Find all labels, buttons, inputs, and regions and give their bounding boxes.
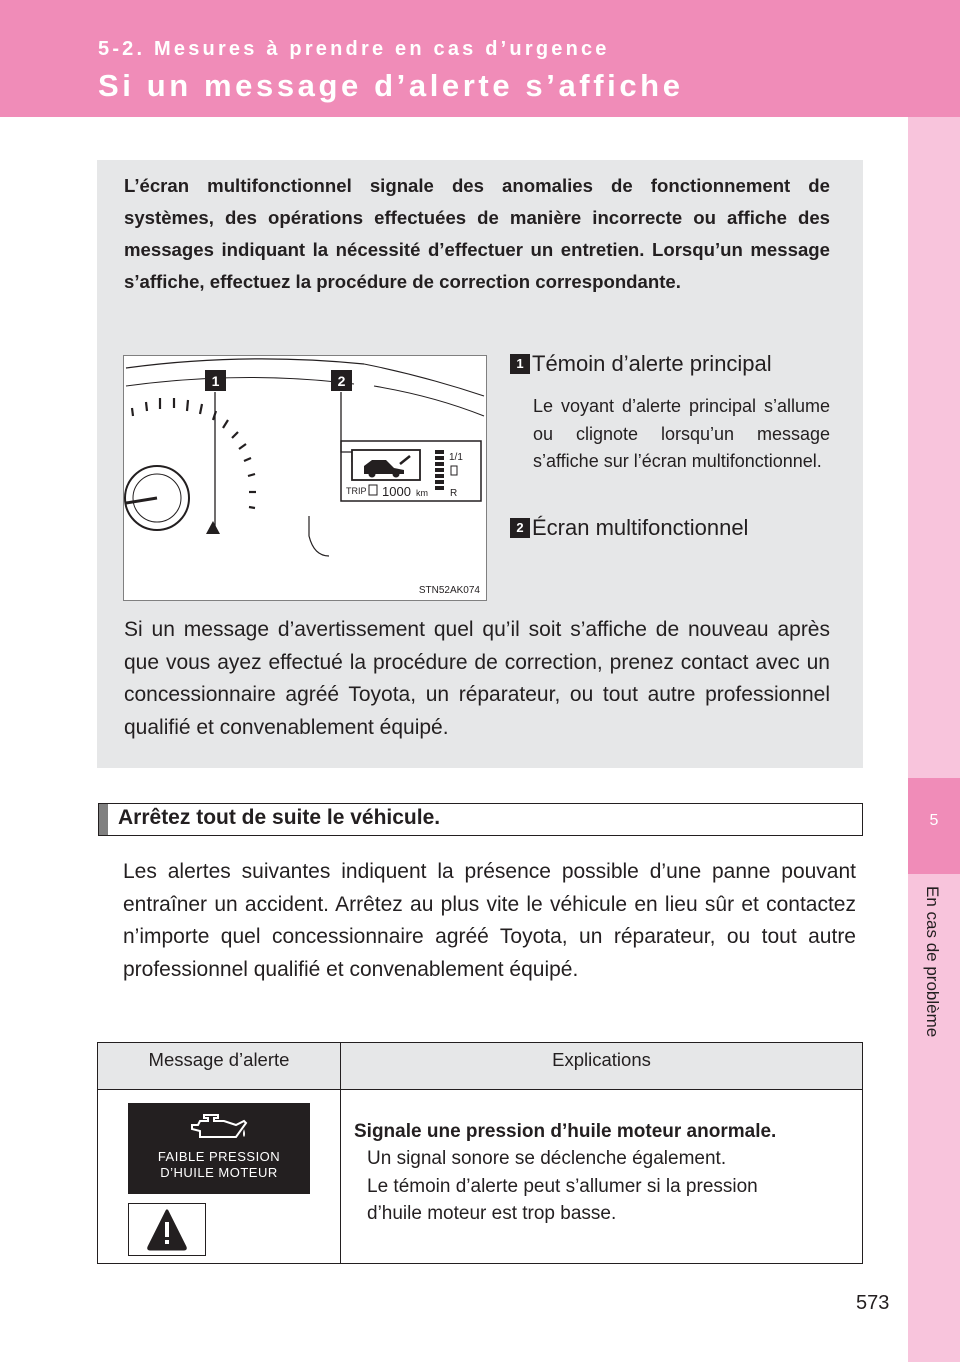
message-cell bbox=[98, 1090, 341, 1264]
instrument-cluster-figure bbox=[123, 355, 487, 601]
gauge-bottom-label: R bbox=[450, 488, 458, 499]
section-body: Les alertes suivantes indiquent la présence possible d’une panne pouvant entraîner un accident. Arrêtez au plus vite le véhicule en lieu sûr et contactez n’importe quel concessionnaire agréé Toyota, un réparateur, ou tout autre professionnel qualifié et convenablement équipé. bbox=[123, 860, 856, 981]
intro-text: L’écran multifonctionnel signale des anomalies de fonctionnement de systèmes, des opérations effectuées de manière incorrecte ou affiche des messages indiquant la nécessité d’effectuer un entretien. Lorsqu’un message s’affiche, effectuez la procédure de correction correspondante. bbox=[124, 175, 830, 292]
table-header-message: Message d’alerte bbox=[98, 1043, 341, 1090]
odometer-value: 1000 bbox=[382, 484, 411, 499]
lcd-message-display bbox=[128, 1103, 310, 1194]
explanation-title: Signale une pression d’huile moteur anormale. bbox=[354, 1121, 777, 1142]
oil-can-icon bbox=[128, 1103, 310, 1147]
figure-code: STN52AK074 bbox=[418, 585, 480, 596]
table-header-row bbox=[98, 1043, 863, 1090]
page-header bbox=[0, 0, 960, 117]
trip-label: TRIP bbox=[346, 486, 367, 496]
explanation-line-2: Le témoin d’alerte peut s’allumer si la pression bbox=[367, 1176, 758, 1197]
explanation-line-1: Un signal sonore se déclenche également. bbox=[367, 1148, 727, 1169]
legend-number-1: 1 bbox=[510, 354, 530, 374]
legend-title-2: Écran multifonctionnel bbox=[532, 515, 749, 541]
callout-1-label: 1 bbox=[211, 373, 220, 389]
alert-table bbox=[97, 1042, 863, 1264]
heading-marker bbox=[99, 804, 108, 835]
legend-item-2 bbox=[510, 514, 748, 541]
page-number: 573 bbox=[856, 1292, 890, 1314]
legend-number-2: 2 bbox=[510, 518, 530, 538]
legend-item-1 bbox=[510, 350, 772, 377]
table-row bbox=[98, 1090, 863, 1264]
chapter-number: 5 bbox=[929, 812, 939, 829]
master-warning-icon-box bbox=[128, 1203, 206, 1256]
lcd-line-2: D’HUILE MOTEUR bbox=[160, 1165, 278, 1180]
legend-title-1: Témoin d’alerte principal bbox=[532, 351, 772, 377]
page-title: Si un message d’alerte s’affiche bbox=[98, 68, 684, 103]
notice-text: Si un message d’avertissement quel qu’il soit s’affiche de nouveau après que vous ayez effectué la procédure de correction, prenez contact avec un concessionnaire agréé Toyota, un réparateur, ou tout autre professionnel qualifié et convenablement équipé. bbox=[124, 618, 830, 739]
section-label: 5-2. Mesures à prendre en cas d’urgence bbox=[98, 38, 610, 60]
odometer-unit: km bbox=[416, 488, 428, 498]
lcd-line-1: FAIBLE PRESSION bbox=[157, 1149, 281, 1164]
callout-2-label: 2 bbox=[337, 373, 346, 389]
master-warning-icon bbox=[129, 1204, 205, 1255]
section-heading bbox=[98, 803, 863, 836]
table-header-explanation: Explications bbox=[341, 1043, 863, 1090]
explanation-cell bbox=[341, 1090, 863, 1264]
section-heading-text: Arrêtez tout de suite le véhicule. bbox=[118, 806, 441, 829]
explanation-line-3: d’huile moteur est trop basse. bbox=[367, 1203, 617, 1224]
chapter-title: En cas de problème bbox=[923, 886, 942, 1038]
legend-description-1: Le voyant d’alerte principal s’allume ou clignote lorsqu’un message s’affiche sur l’écran multifonctionnel. bbox=[533, 396, 830, 471]
chapter-tab-strip bbox=[908, 117, 960, 1362]
instrument-cluster-illustration bbox=[124, 356, 486, 600]
gauge-top-label: 1/1 bbox=[449, 452, 463, 463]
